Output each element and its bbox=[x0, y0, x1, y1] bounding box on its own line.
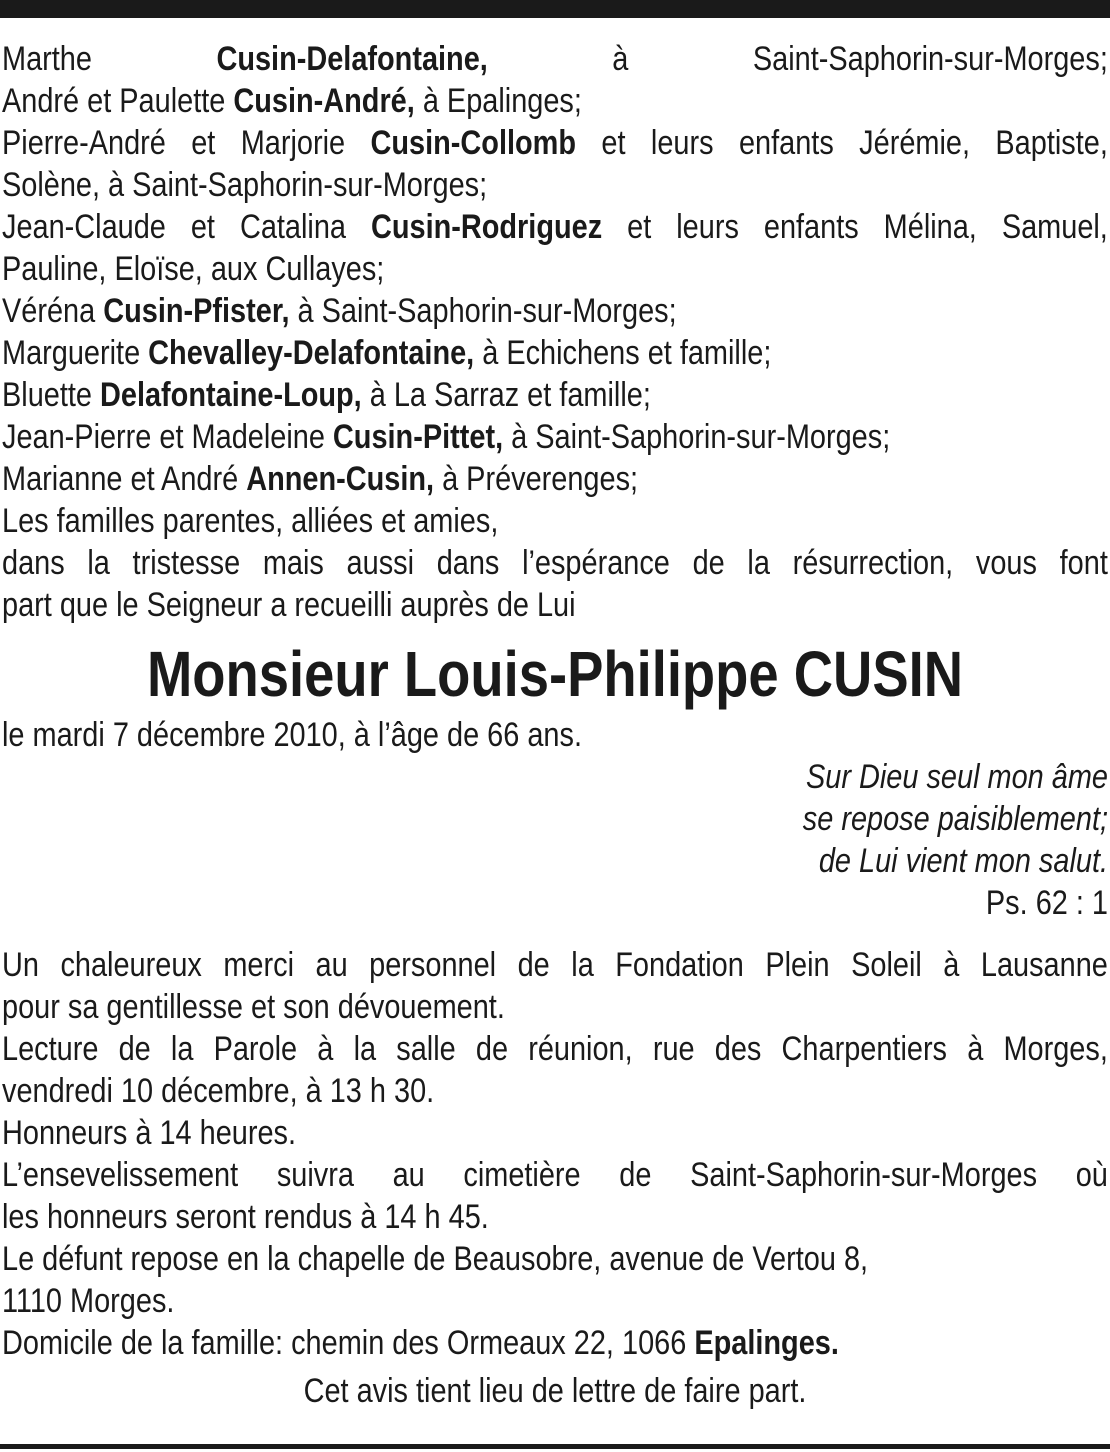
note-line: Lecture de la Parole à la salle de réunion, rue des Charpentiers à Morges, bbox=[2, 1030, 1108, 1068]
top-rule bbox=[0, 0, 1110, 18]
note-line: les honneurs seront rendus à 14 h 45. bbox=[2, 1198, 489, 1236]
bottom-rule bbox=[0, 1444, 1110, 1449]
verse-line: de Lui vient mon salut. bbox=[818, 842, 1108, 880]
family-line: Marguerite Chevalley-Delafontaine, à Echichens et famille; bbox=[2, 334, 772, 372]
notice-footer: Cet avis tient lieu de lettre de faire part. bbox=[303, 1372, 807, 1410]
deceased-name: Monsieur Louis-Philippe CUSIN bbox=[146, 638, 964, 710]
family-line: Jean-Pierre et Madeleine Cusin-Pittet, à Saint-Saphorin-sur-Morges; bbox=[2, 418, 891, 456]
note-line: 1110 Morges. bbox=[2, 1282, 175, 1320]
note-line: L’ensevelissement suivra au cimetière de Saint-Saphorin-sur-Morges où bbox=[2, 1156, 1108, 1194]
family-line: Les familles parentes, alliées et amies, bbox=[2, 502, 499, 540]
family-line: Pauline, Eloïse, aux Cullayes; bbox=[2, 250, 385, 288]
family-line: Marianne et André Annen-Cusin, à Préverenges; bbox=[2, 460, 639, 498]
note-line: vendredi 10 décembre, à 13 h 30. bbox=[2, 1072, 435, 1110]
scripture-verse bbox=[2, 756, 1108, 924]
verse-line: Sur Dieu seul mon âme bbox=[806, 758, 1108, 796]
family-line: Véréna Cusin-Pfister, à Saint-Saphorin-sur-Morges; bbox=[2, 292, 677, 330]
family-line: Jean-Claude et Catalina Cusin-Rodriguez et leurs enfants Mélina, Samuel, bbox=[2, 208, 1108, 246]
note-line: Honneurs à 14 heures. bbox=[2, 1114, 297, 1152]
obituary-notice bbox=[2, 38, 1108, 1412]
death-date-line: le mardi 7 décembre 2010, à l’âge de 66 ans. bbox=[2, 716, 582, 754]
arrangements bbox=[2, 944, 1108, 1364]
verse-line: se repose paisiblement; bbox=[802, 800, 1108, 838]
family-line: part que le Seigneur a recueilli auprès de Lui bbox=[2, 586, 576, 624]
family-line: Marthe Cusin-Delafontaine, à Saint-Saphorin-sur-Morges; bbox=[2, 40, 1108, 78]
family-line: Solène, à Saint-Saphorin-sur-Morges; bbox=[2, 166, 488, 204]
family-line: Pierre-André et Marjorie Cusin-Collomb et leurs enfants Jérémie, Baptiste, bbox=[2, 124, 1108, 162]
note-line: Domicile de la famille: chemin des Ormeaux 22, 1066 Epalinges. bbox=[2, 1324, 839, 1362]
family-list bbox=[2, 38, 1108, 626]
family-line: dans la tristesse mais aussi dans l’espérance de la résurrection, vous font bbox=[2, 544, 1108, 582]
note-line: pour sa gentillesse et son dévouement. bbox=[2, 988, 505, 1026]
note-line: Le défunt repose en la chapelle de Beausobre, avenue de Vertou 8, bbox=[2, 1240, 869, 1278]
family-line: André et Paulette Cusin-André, à Epalinges; bbox=[2, 82, 582, 120]
family-line: Bluette Delafontaine-Loup, à La Sarraz et famille; bbox=[2, 376, 651, 414]
verse-reference: Ps. 62 : 1 bbox=[985, 884, 1108, 922]
note-line: Un chaleureux merci au personnel de la Fondation Plein Soleil à Lausanne bbox=[2, 946, 1108, 984]
